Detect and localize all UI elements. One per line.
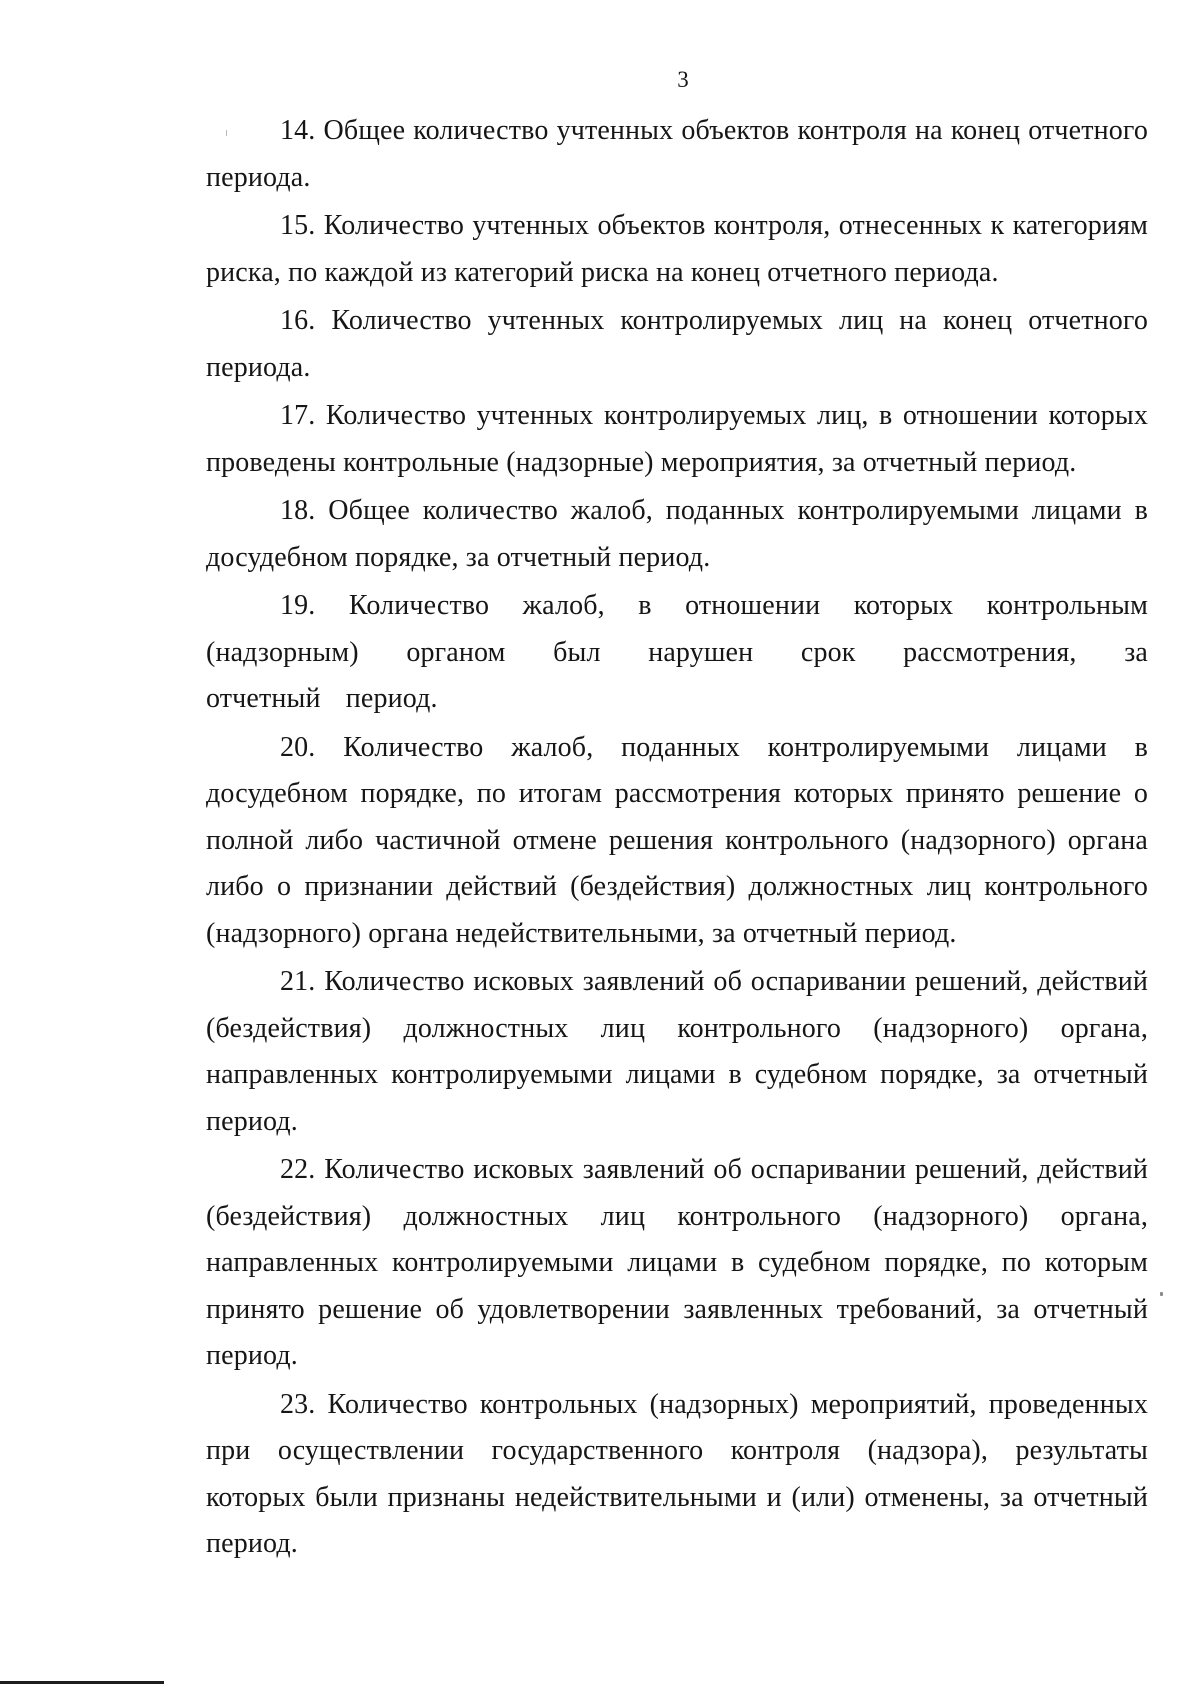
footer-rule — [0, 1681, 164, 1684]
scan-speck — [1160, 1292, 1163, 1296]
paragraph-22: 22. Количество исковых заявлений об оспаривании решений, действий (бездействия) должностных лиц контрольного (надзорного) органа, направленных контролируемыми лицами в судебном порядке, по которым принято решение об удовлетворении заявленных требований, за отчетный период. — [206, 1154, 1148, 1371]
document-body — [206, 108, 1148, 1570]
paragraph-17: 17. Количество учтенных контролируемых лиц, в отношении которых проведены контрольные (надзорные) мероприятия, за отчетный период. — [206, 400, 1148, 478]
paragraph-16: 16. Количество учтенных контролируемых лиц на конец отчетного периода. — [206, 305, 1148, 383]
paragraph-14: 14. Общее количество учтенных объектов контроля на конец отчетного периода. — [206, 115, 1148, 193]
paragraph-21: 21. Количество исковых заявлений об оспаривании решений, действий (бездействия) должностных лиц контрольного (надзорного) органа, направленных контролируемыми лицами в судебном порядке, за отчетный период. — [206, 966, 1148, 1137]
paragraph-18: 18. Общее количество жалоб, поданных контролируемыми лицами в досудебном порядке, за отчетный период. — [206, 495, 1148, 573]
paragraph-19: 19. Количество жалоб, в отношении которых контрольным (надзорным) органом был нарушен срок рассмотрения, за отчетный период. — [206, 590, 1148, 714]
paragraph-23: 23. Количество контрольных (надзорных) мероприятий, проведенных при осуществлении государственного контроля (надзора), результаты которых были признаны недействительными и (или) отменены, за отчетный период. — [206, 1388, 1148, 1559]
page-number: 3 — [677, 67, 689, 92]
paragraph-20: 20. Количество жалоб, поданных контролируемыми лицами в досудебном порядке, по итогам рассмотрения которых принято решение о полной либо частичной отмене решения контрольного (надзорного) органа либо о признании действий (бездействия) должностных лиц контрольного (надзорного) органа недействительными, за отчетный период. — [206, 731, 1148, 949]
paragraph-15: 15. Количество учтенных объектов контроля, отнесенных к категориям риска, по каждой из категорий риска на конец отчетного периода. — [206, 210, 1148, 288]
